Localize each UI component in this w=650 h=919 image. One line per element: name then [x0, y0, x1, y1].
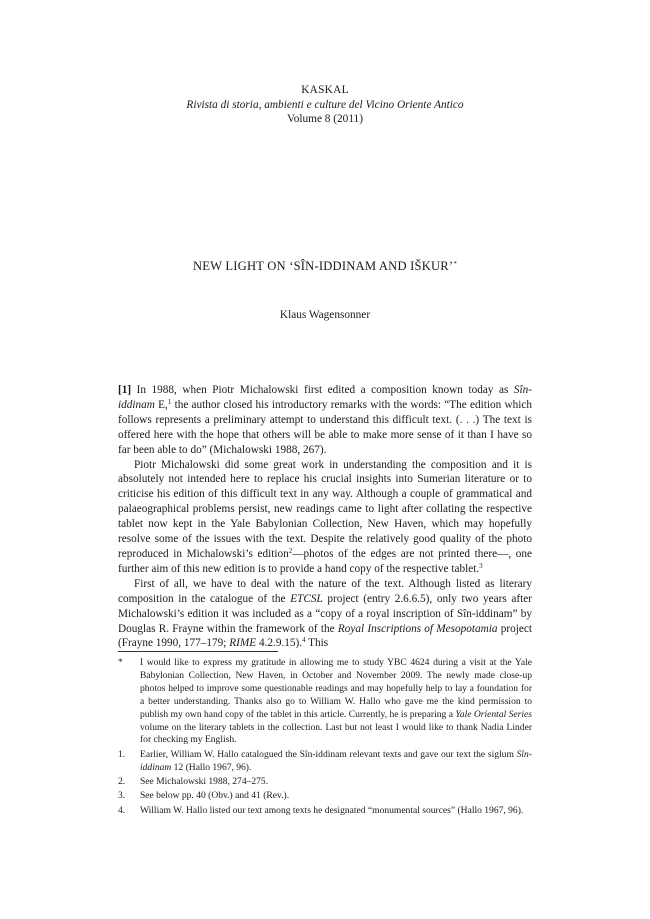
- paragraph-text: —photos of the edges are not printed there—, one further aim of this new edition is to provide a hand copy of the respective tablet.: [118, 547, 533, 575]
- footnote-2: [118, 776, 532, 789]
- journal-header: [0, 83, 650, 127]
- footnote-ref-3: 3: [479, 561, 483, 570]
- footnote-text: 12 (Hallo 1967, 96).: [171, 761, 252, 773]
- footnote-mark: 4.: [118, 804, 126, 816]
- footnote-text: volume on the literary tablets in the collection. Last but not least I would like to thank Nadia Linder for checking my English.: [140, 721, 532, 746]
- footnote-text: See below pp. 40 (Obv.) and 41 (Rev.).: [140, 790, 290, 802]
- footnotes: [118, 657, 532, 819]
- footnote-mark: 3.: [118, 790, 126, 802]
- footnote-4: [118, 805, 532, 818]
- paragraph-text: Piotr Michalowski did some great work in understanding the composition and it is absolutely not intended here to replace his crucial insights into Sumerian literature or to criticise his edition of this difficult text in any way. Although a couple of grammatical and palaeographical problems persist, new readings came to light after collating the respective tablet now kept in the Yale Babylonian Collection, New Haven, which may hopefully resolve some of the issues with the text. Despite the relatively good quality of the photo reproduced in Michalowski’s edition: [118, 458, 532, 560]
- paragraph-text: the author closed his introductory remarks with the words: “The edition which follows represents a preliminary attempt to understand this difficult text. (. . .) The text is offered here with the hope that others will be able to make more sense of it than I have so far been able to do” (Michalowski 1988, 267).: [118, 398, 533, 456]
- paragraph-2: [118, 458, 532, 577]
- paragraph-text: E,: [154, 398, 168, 411]
- footnote-text: William W. Hallo listed our text among texts he designated “monumental sources” (Hallo 1967, 96).: [140, 804, 524, 816]
- paragraph-3: [118, 577, 532, 652]
- paragraph-1: [118, 383, 532, 458]
- footnote-1: [118, 749, 532, 775]
- footnote-3: [118, 790, 532, 803]
- project-name: Royal Inscriptions of Mesopotamia: [337, 622, 498, 635]
- footnote-text: I would like to express my gratitude in allowing me to study YBC 4624 during a visit at the Yale Babylonian Collection, New Haven, in October and November 2009. The newly made close-up photos helped to improve some questionable readings and may hopefully help to lay a foundation for a better understanding. Thanks also go to William W. Hallo who gave me the kind permission to publish my own hand copy of the tablet in this article. Currently, he is preparing a: [140, 657, 532, 720]
- paragraph-number: [1]: [118, 384, 132, 396]
- paragraph-text: project (Frayne 1990, 177–179;: [118, 622, 533, 650]
- paragraph-text: 4.2.9.15).: [256, 637, 303, 650]
- footnote-ref-1: 1: [167, 397, 172, 406]
- footnote-mark: 2.: [118, 775, 126, 787]
- journal-subtitle: Rivista di storia, ambienti e culture del Vicino Oriente Antico: [186, 98, 464, 111]
- footnote-text: See Michalowski 1988, 274–275.: [140, 775, 269, 787]
- footnote-ref-2: 2: [288, 546, 293, 555]
- article-title: [0, 259, 650, 274]
- series-abbreviation: RIME: [229, 637, 257, 650]
- footnote-divider: [118, 651, 278, 652]
- title-footnote-mark: *: [453, 260, 458, 268]
- footnote-text: Earlier, William W. Hallo catalogued the Sîn-iddinam relevant texts and gave our text the siglum: [140, 748, 517, 760]
- article-title-text: NEW LIGHT ON ‘SÎN-IDDINAM AND IŠKUR’: [192, 259, 454, 273]
- project-name: ETCSL: [290, 592, 323, 605]
- journal-volume: Volume 8 (2011): [287, 113, 363, 125]
- paragraph-text: First of all, we have to deal with the nature of the text. Although listed as literary composition in the catalogue of the: [118, 577, 532, 605]
- footnote-mark: *: [118, 657, 123, 668]
- paragraph-text: In 1988, when Piotr Michalowski first edited a composition known today as: [131, 384, 514, 396]
- footnote-star: [118, 657, 532, 747]
- siglum: Sîn-iddinam: [140, 748, 532, 773]
- journal-name: KASKAL: [301, 84, 349, 96]
- footnote-ref-4: 4: [302, 636, 306, 645]
- article-author: Klaus Wagensonner: [279, 309, 371, 321]
- paragraph-text: project (entry 2.6.6.5), only two years after Michalowski’s edition it was included as a “copy of a royal inscription of Sîn-iddinam” by Douglas R. Frayne within the framework of the: [118, 592, 532, 635]
- footnote-mark: 1.: [118, 748, 126, 760]
- article-body: [118, 383, 532, 651]
- composition-name: Sîn-iddinam: [118, 384, 532, 411]
- paragraph-text: This: [305, 637, 329, 650]
- series-name: Yale Oriental Series: [455, 708, 532, 720]
